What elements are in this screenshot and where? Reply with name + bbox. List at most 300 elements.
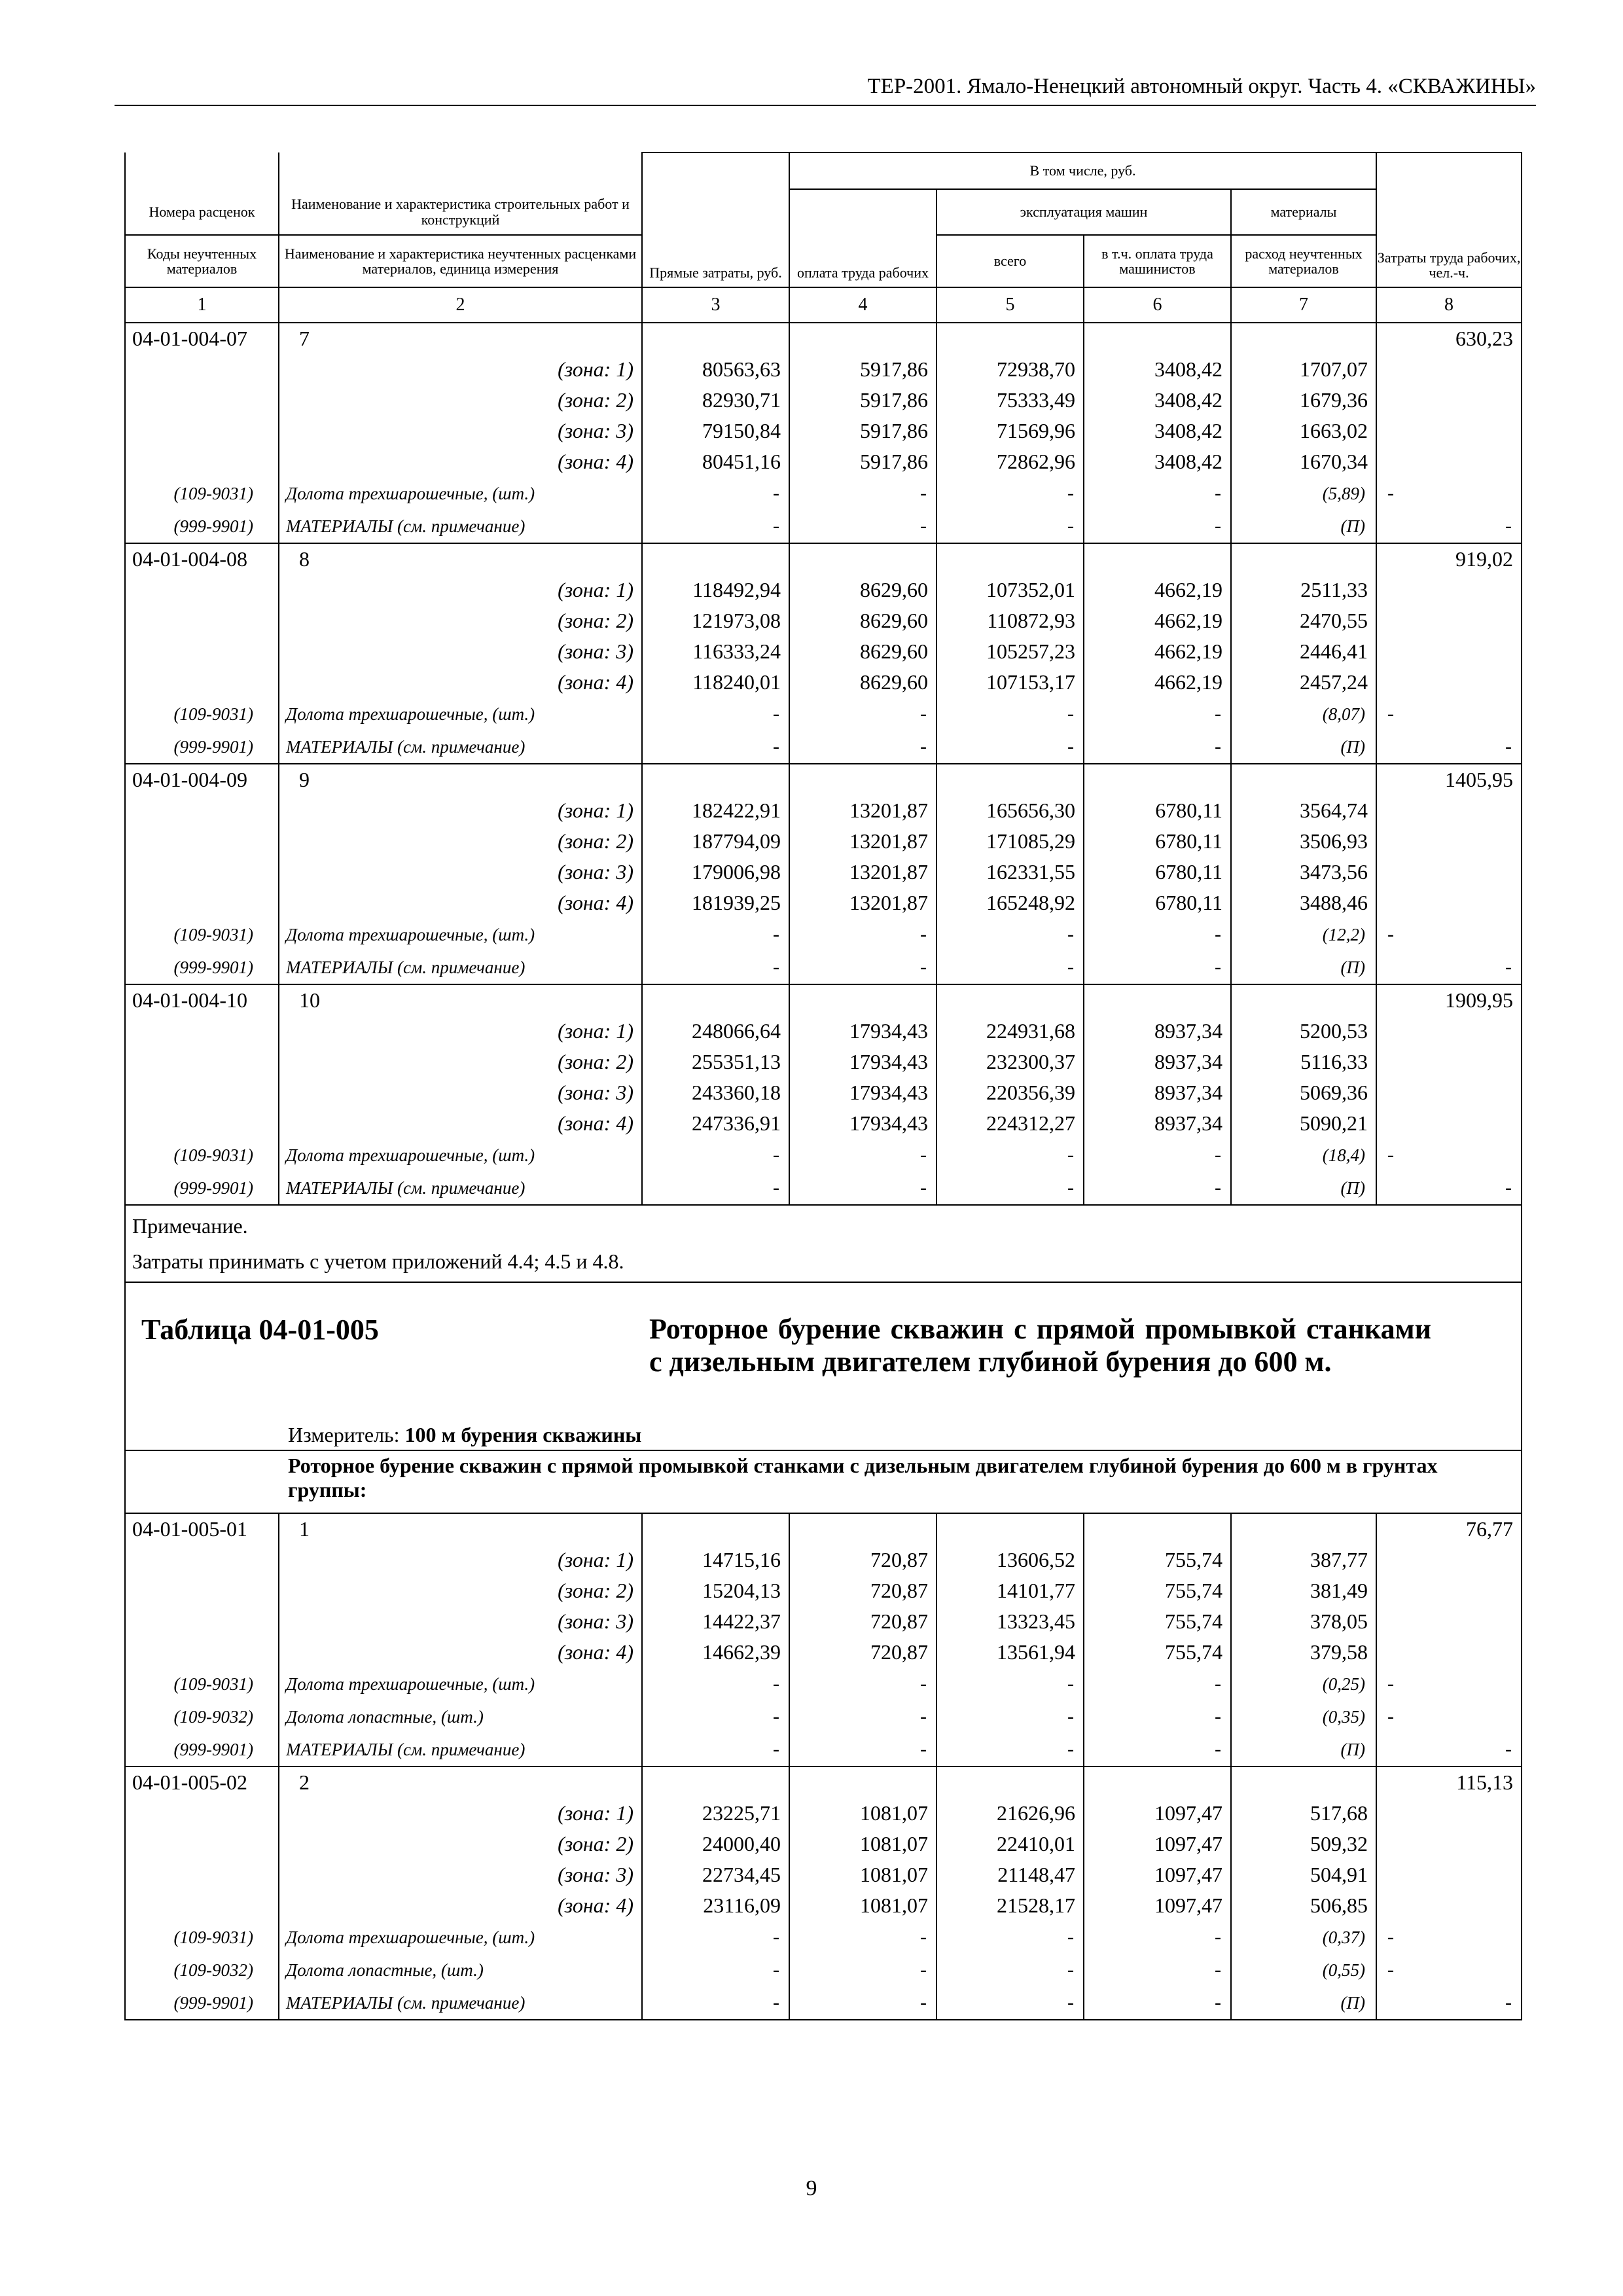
direct-cost: 243360,18 bbox=[642, 1077, 789, 1108]
dash-cell: - bbox=[789, 1921, 936, 1954]
empty-cell bbox=[1376, 1859, 1522, 1890]
zone-row bbox=[125, 1108, 1522, 1139]
dash-cell: - bbox=[642, 1172, 789, 1205]
machine-total: 21148,47 bbox=[936, 1859, 1084, 1890]
machinist-pay: 6780,11 bbox=[1084, 795, 1231, 826]
th-ekspl: эксплуатация машин bbox=[936, 189, 1231, 235]
rate-name: 1 bbox=[279, 1513, 642, 1545]
materials-cost: 517,68 bbox=[1231, 1798, 1376, 1829]
th-materialy: материалы bbox=[1231, 189, 1376, 235]
zone-row bbox=[125, 1859, 1522, 1890]
dash-cell: - bbox=[789, 951, 936, 984]
material-row bbox=[125, 510, 1522, 543]
empty-cell bbox=[125, 795, 279, 826]
rate-code: 04-01-005-01 bbox=[125, 1513, 279, 1545]
materials-cost: 1707,07 bbox=[1231, 354, 1376, 385]
empty-cell bbox=[1376, 385, 1522, 416]
th-vsego: всего bbox=[936, 235, 1084, 287]
empty-cell bbox=[1376, 1016, 1522, 1047]
empty-cell bbox=[1376, 605, 1522, 636]
machine-total: 21528,17 bbox=[936, 1890, 1084, 1921]
empty-cell bbox=[1376, 1108, 1522, 1139]
labor-cost: 1405,95 bbox=[1376, 764, 1522, 795]
empty-cell bbox=[1376, 1077, 1522, 1108]
direct-cost: 179006,98 bbox=[642, 857, 789, 888]
direct-cost: 118240,01 bbox=[642, 667, 789, 698]
zone-row bbox=[125, 575, 1522, 605]
material-name: МАТЕРИАЛЫ (см. примечание) bbox=[279, 1172, 642, 1205]
zone-label: (зона: 3) bbox=[279, 1077, 642, 1108]
material-qty: (П) bbox=[1231, 1172, 1376, 1205]
empty-cell bbox=[125, 1890, 279, 1921]
empty-cell bbox=[642, 1513, 789, 1545]
machine-total: 72862,96 bbox=[936, 446, 1084, 477]
col-num: 7 bbox=[1231, 287, 1376, 323]
zone-label: (зона: 2) bbox=[279, 605, 642, 636]
material-row bbox=[125, 1954, 1522, 1986]
empty-cell bbox=[125, 1829, 279, 1859]
labor-pay: 17934,43 bbox=[789, 1108, 936, 1139]
material-code: (109-9031) bbox=[125, 1921, 279, 1954]
machinist-pay: 1097,47 bbox=[1084, 1890, 1231, 1921]
zone-label: (зона: 2) bbox=[279, 385, 642, 416]
empty-cell bbox=[1376, 888, 1522, 918]
machinist-pay: 1097,47 bbox=[1084, 1798, 1231, 1829]
labor-cost: 115,13 bbox=[1376, 1767, 1522, 1798]
empty-cell bbox=[1376, 1798, 1522, 1829]
empty-cell bbox=[125, 667, 279, 698]
direct-cost: 15204,13 bbox=[642, 1575, 789, 1606]
dash-cell: - bbox=[642, 1668, 789, 1700]
dash-cell: - bbox=[1084, 1668, 1231, 1700]
empty-cell bbox=[789, 984, 936, 1016]
dash-cell: - bbox=[642, 1921, 789, 1954]
material-qty: (0,37) bbox=[1231, 1921, 1376, 1954]
empty-cell bbox=[642, 1767, 789, 1798]
material-code: (109-9031) bbox=[125, 1139, 279, 1172]
machine-total: 220356,39 bbox=[936, 1077, 1084, 1108]
th-oplata: оплата труда рабочих bbox=[789, 189, 936, 287]
machine-total: 71569,96 bbox=[936, 416, 1084, 446]
material-code: (999-9901) bbox=[125, 1172, 279, 1205]
materials-cost: 378,05 bbox=[1231, 1606, 1376, 1637]
materials-cost: 2511,33 bbox=[1231, 575, 1376, 605]
labor-pay: 5917,86 bbox=[789, 385, 936, 416]
machine-total: 107153,17 bbox=[936, 667, 1084, 698]
empty-cell bbox=[936, 984, 1084, 1016]
direct-cost: 80451,16 bbox=[642, 446, 789, 477]
labor-pay: 8629,60 bbox=[789, 575, 936, 605]
col-num: 8 bbox=[1376, 287, 1522, 323]
empty-cell bbox=[1376, 636, 1522, 667]
machine-total: 13561,94 bbox=[936, 1637, 1084, 1668]
machinist-pay: 4662,19 bbox=[1084, 605, 1231, 636]
material-qty: (18,4) bbox=[1231, 1139, 1376, 1172]
empty-cell bbox=[1376, 826, 1522, 857]
machine-total: 224931,68 bbox=[936, 1016, 1084, 1047]
empty-cell bbox=[125, 1859, 279, 1890]
labor-pay: 5917,86 bbox=[789, 354, 936, 385]
machinist-pay: 8937,34 bbox=[1084, 1016, 1231, 1047]
direct-cost: 23116,09 bbox=[642, 1890, 789, 1921]
materials-cost: 504,91 bbox=[1231, 1859, 1376, 1890]
empty-cell bbox=[125, 857, 279, 888]
direct-cost: 80563,63 bbox=[642, 354, 789, 385]
empty-cell bbox=[936, 764, 1084, 795]
material-row bbox=[125, 1921, 1522, 1954]
dash-cell: - bbox=[642, 1733, 789, 1767]
th-naimen2: Наименование и характеристика неучтенных расценками материалов, единица измерения bbox=[279, 235, 642, 287]
header-title: ТЕР-2001. Ямало-Ненецкий автономный округ. Часть 4. «СКВАЖИНЫ» bbox=[867, 75, 1536, 98]
machinist-pay: 755,74 bbox=[1084, 1575, 1231, 1606]
dash-cell: - bbox=[1084, 730, 1231, 764]
measure-value: 100 м бурения скважины bbox=[404, 1423, 642, 1446]
rate-name: 10 bbox=[279, 984, 642, 1016]
machine-total: 72938,70 bbox=[936, 354, 1084, 385]
col-num: 5 bbox=[936, 287, 1084, 323]
rate-code: 04-01-004-10 bbox=[125, 984, 279, 1016]
zone-row bbox=[125, 605, 1522, 636]
machine-total: 162331,55 bbox=[936, 857, 1084, 888]
material-code: (999-9901) bbox=[125, 1733, 279, 1767]
labor-pay: 13201,87 bbox=[789, 795, 936, 826]
empty-cell bbox=[1376, 1575, 1522, 1606]
empty-cell bbox=[1084, 543, 1231, 575]
machine-total: 105257,23 bbox=[936, 636, 1084, 667]
materials-cost: 3564,74 bbox=[1231, 795, 1376, 826]
direct-cost: 14662,39 bbox=[642, 1637, 789, 1668]
machinist-pay: 4662,19 bbox=[1084, 575, 1231, 605]
zone-row bbox=[125, 1890, 1522, 1921]
dash-cell: - bbox=[1376, 1139, 1522, 1172]
column-numbers-row bbox=[125, 287, 1522, 323]
dash-cell: - bbox=[1376, 918, 1522, 951]
machine-total: 22410,01 bbox=[936, 1829, 1084, 1859]
rate-row bbox=[125, 1513, 1522, 1545]
dash-cell: - bbox=[1084, 951, 1231, 984]
rate-row bbox=[125, 984, 1522, 1016]
dash-cell: - bbox=[642, 1139, 789, 1172]
direct-cost: 248066,64 bbox=[642, 1016, 789, 1047]
labor-pay: 8629,60 bbox=[789, 636, 936, 667]
machinist-pay: 4662,19 bbox=[1084, 636, 1231, 667]
zone-label: (зона: 1) bbox=[279, 1545, 642, 1575]
machinist-pay: 8937,34 bbox=[1084, 1108, 1231, 1139]
dash-cell: - bbox=[1084, 1921, 1231, 1954]
dash-cell: - bbox=[789, 1139, 936, 1172]
th-empty-2 bbox=[279, 152, 642, 189]
material-name: МАТЕРИАЛЫ (см. примечание) bbox=[279, 1986, 642, 2020]
machine-total: 107352,01 bbox=[936, 575, 1084, 605]
material-qty: (0,25) bbox=[1231, 1668, 1376, 1700]
empty-cell bbox=[789, 1767, 936, 1798]
empty-cell bbox=[789, 1513, 936, 1545]
zone-label: (зона: 4) bbox=[279, 1108, 642, 1139]
labor-pay: 17934,43 bbox=[789, 1016, 936, 1047]
empty-cell bbox=[1376, 1829, 1522, 1859]
empty-cell bbox=[125, 416, 279, 446]
machinist-pay: 1097,47 bbox=[1084, 1859, 1231, 1890]
labor-cost: 76,77 bbox=[1376, 1513, 1522, 1545]
th-v-tom-chisle: В том числе, руб. bbox=[789, 152, 1376, 189]
zone-row bbox=[125, 1016, 1522, 1047]
dash-cell: - bbox=[642, 477, 789, 510]
zone-row bbox=[125, 667, 1522, 698]
empty-cell bbox=[125, 1545, 279, 1575]
dash-cell: - bbox=[642, 1700, 789, 1733]
table-body-04-01-005 bbox=[125, 1513, 1522, 2020]
labor-pay: 720,87 bbox=[789, 1637, 936, 1668]
th-pryamye: Прямые затраты, руб. bbox=[642, 152, 789, 287]
dash-cell: - bbox=[1376, 1954, 1522, 1986]
materials-cost: 3488,46 bbox=[1231, 888, 1376, 918]
dash-cell: - bbox=[789, 1954, 936, 1986]
empty-cell bbox=[642, 764, 789, 795]
zone-row bbox=[125, 636, 1522, 667]
empty-cell bbox=[1376, 857, 1522, 888]
machine-total: 165248,92 bbox=[936, 888, 1084, 918]
dash-cell: - bbox=[1376, 1733, 1522, 1767]
zone-row bbox=[125, 857, 1522, 888]
material-name: Долота трехшарошечные, (шт.) bbox=[279, 698, 642, 730]
direct-cost: 24000,40 bbox=[642, 1829, 789, 1859]
empty-cell bbox=[1084, 984, 1231, 1016]
materials-cost: 5090,21 bbox=[1231, 1108, 1376, 1139]
empty-cell bbox=[125, 888, 279, 918]
empty-cell bbox=[642, 984, 789, 1016]
rate-code: 04-01-004-08 bbox=[125, 543, 279, 575]
dash-cell: - bbox=[642, 698, 789, 730]
material-row bbox=[125, 918, 1522, 951]
empty-cell bbox=[789, 764, 936, 795]
machine-total: 13323,45 bbox=[936, 1606, 1084, 1637]
note-section bbox=[125, 1205, 1522, 1513]
dash-cell: - bbox=[642, 951, 789, 984]
labor-pay: 13201,87 bbox=[789, 826, 936, 857]
rate-code: 04-01-004-07 bbox=[125, 323, 279, 354]
empty-cell bbox=[125, 1637, 279, 1668]
empty-cell bbox=[125, 1047, 279, 1077]
machine-total: 110872,93 bbox=[936, 605, 1084, 636]
dash-cell: - bbox=[1084, 1139, 1231, 1172]
direct-cost: 22734,45 bbox=[642, 1859, 789, 1890]
zone-row bbox=[125, 1077, 1522, 1108]
material-row bbox=[125, 698, 1522, 730]
machinist-pay: 6780,11 bbox=[1084, 888, 1231, 918]
empty-cell bbox=[642, 323, 789, 354]
material-code: (109-9032) bbox=[125, 1954, 279, 1986]
dash-cell: - bbox=[936, 1733, 1084, 1767]
zone-row bbox=[125, 1545, 1522, 1575]
dash-cell: - bbox=[1084, 1954, 1231, 1986]
material-name: МАТЕРИАЛЫ (см. примечание) bbox=[279, 730, 642, 764]
zone-label: (зона: 2) bbox=[279, 826, 642, 857]
empty-cell bbox=[1376, 354, 1522, 385]
material-name: МАТЕРИАЛЫ (см. примечание) bbox=[279, 951, 642, 984]
labor-cost: 630,23 bbox=[1376, 323, 1522, 354]
empty-cell bbox=[1084, 764, 1231, 795]
material-name: Долота лопастные, (шт.) bbox=[279, 1700, 642, 1733]
dash-cell: - bbox=[789, 730, 936, 764]
materials-cost: 3473,56 bbox=[1231, 857, 1376, 888]
machine-total: 224312,27 bbox=[936, 1108, 1084, 1139]
material-code: (109-9031) bbox=[125, 918, 279, 951]
dash-cell: - bbox=[936, 1139, 1084, 1172]
material-code: (109-9031) bbox=[125, 477, 279, 510]
empty-cell bbox=[125, 826, 279, 857]
material-code: (999-9901) bbox=[125, 510, 279, 543]
dash-cell: - bbox=[1376, 1668, 1522, 1700]
empty-cell bbox=[936, 323, 1084, 354]
empty-cell bbox=[1084, 1767, 1231, 1798]
empty-cell bbox=[125, 636, 279, 667]
empty-cell bbox=[1376, 1890, 1522, 1921]
materials-cost: 2457,24 bbox=[1231, 667, 1376, 698]
empty-cell bbox=[1231, 323, 1376, 354]
note-text: Затраты принимать с учетом приложений 4.4; 4.5 и 4.8. bbox=[132, 1249, 624, 1273]
zone-label: (зона: 1) bbox=[279, 1798, 642, 1829]
dash-cell: - bbox=[1376, 510, 1522, 543]
zone-label: (зона: 3) bbox=[279, 1606, 642, 1637]
zone-label: (зона: 1) bbox=[279, 575, 642, 605]
material-qty: (П) bbox=[1231, 510, 1376, 543]
th-nomera: Номера расценок bbox=[125, 189, 279, 235]
empty-cell bbox=[1231, 1513, 1376, 1545]
material-name: МАТЕРИАЛЫ (см. примечание) bbox=[279, 1733, 642, 1767]
labor-pay: 13201,87 bbox=[789, 857, 936, 888]
dash-cell: - bbox=[1376, 1921, 1522, 1954]
empty-cell bbox=[125, 605, 279, 636]
empty-cell bbox=[1376, 667, 1522, 698]
machinist-pay: 6780,11 bbox=[1084, 826, 1231, 857]
materials-cost: 379,58 bbox=[1231, 1637, 1376, 1668]
dash-cell: - bbox=[1084, 918, 1231, 951]
empty-cell bbox=[125, 575, 279, 605]
dash-cell: - bbox=[642, 1986, 789, 2020]
col-num: 2 bbox=[279, 287, 642, 323]
dash-cell: - bbox=[789, 477, 936, 510]
dash-cell: - bbox=[642, 918, 789, 951]
rate-name: 2 bbox=[279, 1767, 642, 1798]
machinist-pay: 3408,42 bbox=[1084, 446, 1231, 477]
dash-cell: - bbox=[936, 1986, 1084, 2020]
machinist-pay: 4662,19 bbox=[1084, 667, 1231, 698]
direct-cost: 14422,37 bbox=[642, 1606, 789, 1637]
dash-cell: - bbox=[789, 510, 936, 543]
material-qty: (П) bbox=[1231, 951, 1376, 984]
direct-cost: 181939,25 bbox=[642, 888, 789, 918]
dash-cell: - bbox=[936, 1700, 1084, 1733]
zone-row bbox=[125, 795, 1522, 826]
dash-cell: - bbox=[1376, 1700, 1522, 1733]
materials-cost: 3506,93 bbox=[1231, 826, 1376, 857]
empty-cell bbox=[125, 385, 279, 416]
material-row bbox=[125, 730, 1522, 764]
empty-cell bbox=[1231, 543, 1376, 575]
empty-cell bbox=[1376, 446, 1522, 477]
dash-cell: - bbox=[936, 698, 1084, 730]
dash-cell: - bbox=[1084, 477, 1231, 510]
material-name: Долота трехшарошечные, (шт.) bbox=[279, 1139, 642, 1172]
th-naimen1: Наименование и характеристика строительных работ и конструкций bbox=[279, 189, 642, 235]
empty-cell bbox=[125, 446, 279, 477]
col-num: 4 bbox=[789, 287, 936, 323]
empty-cell bbox=[125, 354, 279, 385]
empty-cell bbox=[1376, 795, 1522, 826]
material-qty: (5,89) bbox=[1231, 477, 1376, 510]
labor-pay: 5917,86 bbox=[789, 446, 936, 477]
labor-pay: 17934,43 bbox=[789, 1047, 936, 1077]
zone-row bbox=[125, 416, 1522, 446]
zone-label: (зона: 4) bbox=[279, 446, 642, 477]
th-empty-1 bbox=[125, 152, 279, 189]
page-number: 9 bbox=[806, 2176, 817, 2200]
material-qty: (8,07) bbox=[1231, 698, 1376, 730]
dash-cell: - bbox=[1084, 1986, 1231, 2020]
th-zatraty: Затраты труда рабочих, чел.-ч. bbox=[1376, 152, 1522, 287]
dash-cell: - bbox=[642, 510, 789, 543]
zone-row bbox=[125, 1047, 1522, 1077]
labor-pay: 5917,86 bbox=[789, 416, 936, 446]
machinist-pay: 755,74 bbox=[1084, 1606, 1231, 1637]
dash-cell: - bbox=[1376, 1986, 1522, 2020]
machine-total: 75333,49 bbox=[936, 385, 1084, 416]
material-name: МАТЕРИАЛЫ (см. примечание) bbox=[279, 510, 642, 543]
zone-row bbox=[125, 1575, 1522, 1606]
empty-cell bbox=[1231, 764, 1376, 795]
direct-cost: 23225,71 bbox=[642, 1798, 789, 1829]
labor-cost: 1909,95 bbox=[1376, 984, 1522, 1016]
direct-cost: 79150,84 bbox=[642, 416, 789, 446]
zone-label: (зона: 1) bbox=[279, 795, 642, 826]
zone-row bbox=[125, 1798, 1522, 1829]
material-name: Долота трехшарошечные, (шт.) bbox=[279, 1921, 642, 1954]
direct-cost: 14715,16 bbox=[642, 1545, 789, 1575]
zone-label: (зона: 3) bbox=[279, 416, 642, 446]
empty-cell bbox=[125, 1016, 279, 1047]
direct-cost: 116333,24 bbox=[642, 636, 789, 667]
zone-row bbox=[125, 1606, 1522, 1637]
dash-cell: - bbox=[1376, 698, 1522, 730]
th-kody: Коды неучтенных материалов bbox=[125, 235, 279, 287]
materials-cost: 5200,53 bbox=[1231, 1016, 1376, 1047]
empty-cell bbox=[1376, 416, 1522, 446]
dash-cell: - bbox=[936, 951, 1084, 984]
zone-row bbox=[125, 446, 1522, 477]
material-row bbox=[125, 477, 1522, 510]
material-qty: (П) bbox=[1231, 730, 1376, 764]
machine-total: 171085,29 bbox=[936, 826, 1084, 857]
dash-cell: - bbox=[1084, 510, 1231, 543]
rate-name: 7 bbox=[279, 323, 642, 354]
material-name: Долота лопастные, (шт.) bbox=[279, 1954, 642, 1986]
zone-row bbox=[125, 1829, 1522, 1859]
zone-row bbox=[125, 1637, 1522, 1668]
empty-cell bbox=[1376, 1047, 1522, 1077]
material-code: (999-9901) bbox=[125, 730, 279, 764]
machine-total: 21626,96 bbox=[936, 1798, 1084, 1829]
labor-pay: 13201,87 bbox=[789, 888, 936, 918]
dash-cell: - bbox=[1376, 951, 1522, 984]
labor-pay: 8629,60 bbox=[789, 667, 936, 698]
empty-cell bbox=[125, 1798, 279, 1829]
machine-total: 13606,52 bbox=[936, 1545, 1084, 1575]
machinist-pay: 755,74 bbox=[1084, 1637, 1231, 1668]
rate-name: 9 bbox=[279, 764, 642, 795]
dash-cell: - bbox=[1376, 1172, 1522, 1205]
table2-measure bbox=[288, 1423, 641, 1447]
dash-cell: - bbox=[936, 477, 1084, 510]
